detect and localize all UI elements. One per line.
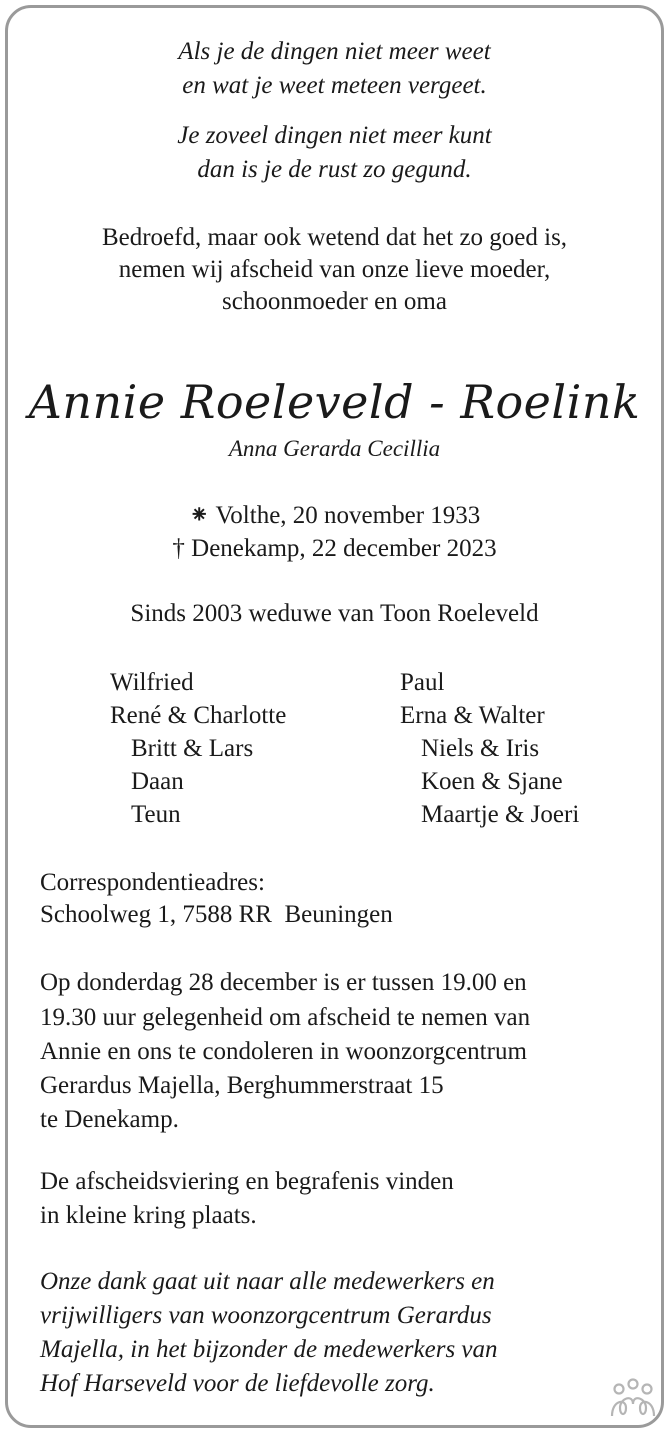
poem-line: Als je de dingen niet meer weet [178,38,491,65]
death-info: † Denekamp, 22 december 2023 [172,535,497,562]
widow-info: Sinds 2003 weduwe van Toon Roeleveld [130,600,539,627]
family-member: Teun [131,801,181,828]
family-member: Paul [400,669,445,696]
deceased-name: Annie Roeleveld - Roelink [28,375,641,429]
intro-line: nemen wij afscheid van onze lieve moeder, [118,256,551,283]
visitation-line: 19.30 uur gelegenheid om afscheid te nemen van [40,1004,531,1031]
intro-line: schoonmoeder en oma [222,288,447,315]
address-label: Correspondentieadres: [40,869,265,896]
family-member: René & Charlotte [110,702,287,729]
funeral-line: in kleine kring plaats. [40,1202,257,1229]
family-member: Koen & Sjane [421,768,563,795]
poem-line: en wat je weet meteen vergeet. [182,72,487,99]
visitation-line: te Denekamp. [40,1106,179,1133]
visitation-line: Op donderdag 28 december is er tussen 19.00 en [40,969,527,996]
people-logo-icon [610,1378,656,1418]
birth-info: ⁕ Volthe, 20 november 1933 [188,502,481,529]
thanks-line: Hof Harseveld voor de liefdevolle zorg. [40,1370,435,1397]
thanks-line: Onze dank gaat uit naar alle medewerkers en [40,1268,495,1295]
family-member: Wilfried [110,669,194,696]
thanks-line: vrijwilligers van woonzorgcentrum Gerardus [40,1302,492,1329]
visitation-line: Gerardus Majella, Berghummerstraat 15 [40,1072,444,1099]
family-member: Erna & Walter [400,702,545,729]
visitation-line: Annie en ons te condoleren in woonzorgcentrum [40,1038,527,1065]
family-member: Niels & Iris [421,735,540,762]
family-member: Daan [131,768,184,795]
thanks-line: Majella, in het bijzonder de medewerkers van [40,1336,498,1363]
funeral-line: De afscheidsviering en begrafenis vinden [40,1168,454,1195]
address-value: Schoolweg 1, 7588 RR Beuningen [40,901,393,928]
intro-line: Bedroefd, maar ook wetend dat het zo goed is, [101,224,568,251]
poem-line: Je zoveel dingen niet meer kunt [177,122,492,149]
family-member: Maartje & Joeri [421,801,580,828]
poem-line: dan is je de rust zo gegund. [197,156,472,183]
full-name: Anna Gerarda Cecillia [228,436,441,461]
family-member: Britt & Lars [131,735,254,762]
